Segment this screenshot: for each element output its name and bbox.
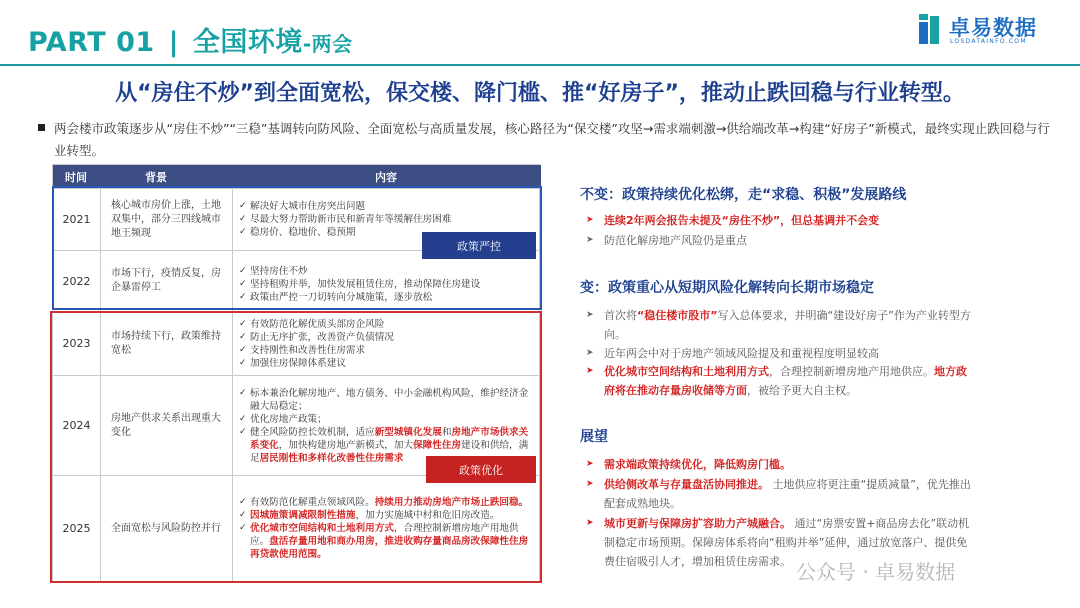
section-title: 全国环境: [192, 27, 303, 58]
row-year: 2022: [53, 251, 101, 311]
item-text: 首次将: [604, 309, 637, 322]
changed-heading: 变：政策重心从短期风险化解转向长期市场稳定: [580, 280, 874, 296]
unchanged-item: [586, 211, 976, 230]
content-item: ✓ 有效防范化解优质头部房企风险: [239, 318, 384, 331]
item-text: ，被给予更大自主权。: [747, 384, 857, 397]
watermark: 公众号 · 卓易数据: [796, 560, 956, 584]
row-year: 2021: [53, 189, 101, 250]
item-text: 和: [441, 426, 452, 438]
content-item: ✓ 坚持租购并举，加快发展租赁住房，推动保障住房建设: [239, 278, 480, 291]
title-separator: |: [168, 27, 179, 58]
content-item: ✓ 防止无序扩张，改善资产负债情况: [239, 331, 394, 344]
page-title: [28, 20, 353, 59]
logo-name: 卓易数据: [949, 16, 1037, 40]
item-text: 近年两会中对于房地产领域风险提及和重视程度明显较高: [604, 347, 879, 360]
item-highlight: 新型城镇化发展: [374, 426, 442, 438]
item-text: 防范化解房地产风险仍是重点: [604, 234, 747, 247]
item-highlight: 城市更新与保障房扩容助力产城融合。: [604, 517, 791, 530]
content-item: ✓ 稳房价、稳地价、稳预期: [239, 226, 356, 239]
item-highlight: 保障性住房: [413, 439, 462, 451]
square-bullet-icon: [38, 124, 45, 131]
logo-mark-icon: [917, 12, 943, 46]
row-background: 市场持续下行，政策维持宽松: [101, 312, 233, 375]
col-header-content: 内容: [375, 171, 397, 184]
header-divider: [0, 64, 1080, 66]
item-highlight: 因城施策调减限制性措施: [250, 510, 356, 521]
tag-policy-optimize: 政策优化: [426, 456, 536, 483]
item-text: 建设和供给，满足: [250, 439, 529, 464]
item-highlight: 优化城市空间结构和土地利用方式: [250, 523, 394, 534]
outlook-heading: 展望: [580, 429, 608, 445]
item-highlight: 需求端政策持续优化，降低购房门槛。: [604, 458, 791, 471]
item-text: 有效防范化解重点领域风险。: [250, 497, 375, 508]
item-text: 通过“房票安置+商品房去化”联动机制稳定市场预期。保障房体系将向“租购并举”延伸，通过放宽落户、提供免费住宿吸引人才，增加租赁住房需求。: [604, 517, 970, 568]
changed-item: [586, 306, 976, 344]
item-text: 写入总体要求，并明确“建设好房子”作为产业转型方向。: [604, 309, 971, 341]
row-year: 2025: [53, 476, 101, 581]
item-text: ，加快构建房地产新模式，加大: [278, 439, 414, 451]
relaxed-period-frame: [50, 311, 542, 583]
row-background: 核心城市房价上涨，土地双集中，部分三四线城市地王频现: [101, 189, 233, 250]
table-header: [53, 165, 541, 188]
part-label: PART 01: [28, 27, 155, 58]
col-header-background: 背景: [145, 171, 167, 184]
tag-policy-strict: 政策严控: [422, 232, 536, 259]
item-highlight: 地方政府将在推动存量房收储等方面: [604, 365, 967, 397]
brand-logo: [917, 10, 1057, 50]
changed-item: [586, 362, 976, 400]
heading-text: 发展路线: [850, 187, 907, 203]
unchanged-heading: [580, 184, 906, 204]
item-highlight: 连续2年两会报告未提及“房住不炒”，但总基调并不会变: [604, 214, 880, 227]
item-highlight: 持续用力推动房地产市场止跌回稳。: [374, 497, 529, 508]
row-year: 2023: [53, 312, 101, 375]
content-item: ✓ 政策由严控一刀切转向分城施策，逐步放松: [239, 291, 432, 304]
outlook-item: [586, 455, 976, 474]
item-highlight: 优化城市空间结构和土地利用方式: [604, 365, 769, 378]
content-item: ✓ 解决好大城市住房突出问题: [239, 200, 365, 213]
row-year: 2024: [53, 376, 101, 475]
item-highlight: 供给侧改革与存量盘活协同推进。: [604, 478, 769, 491]
item-text: 健全风险防控长效机制，适应: [250, 426, 375, 438]
item-highlight: 房地产市场供求关系变化: [250, 426, 529, 451]
item-text: 土地供应将更注重“提质减量”，优先推出配套成熟地块。: [604, 478, 971, 510]
content-item: ✓ 坚持房住不炒: [239, 265, 308, 278]
top-bar: [0, 0, 1080, 64]
row-background: 全面宽松与风险防控并行: [101, 476, 233, 581]
col-header-time: 时间: [65, 171, 87, 184]
section-subtitle: -两会: [302, 32, 353, 56]
item-highlight: 居民刚性和多样化改善性住房需求: [259, 452, 404, 464]
item-highlight: “稳住楼市股市”: [637, 309, 718, 322]
content-item: ✓ 支持刚性和改善性住房需求: [239, 344, 365, 357]
unchanged-item: [586, 231, 976, 250]
summary-paragraph: [38, 118, 1058, 162]
content-item: ✓ 尽最大努力帮助新市民和新青年等缓解住房困难: [239, 213, 451, 226]
content-item: ✓ 标本兼治化解房地产、地方债务、中小金融机构风险，维护经济金融大局稳定；: [239, 387, 535, 413]
item-highlight: 盘活存量用地和商办用房，推进收购存量商品房改保障性住房再贷款使用范围。: [250, 536, 529, 560]
headline: 从“房住不炒”到全面宽松，保交楼、降门槛、推“好房子”，推动止跌回稳与行业转型。: [115, 81, 965, 106]
item-text: ，合理控制新增房地产用地供应。: [250, 523, 519, 547]
outlook-item: [586, 475, 976, 513]
content-item: ✓ 加强住房保障体系建议: [239, 357, 346, 370]
summary-text: 两会楼市政策逐步从“房住不炒”“三稳”基调转向防风险、全面宽松与高质量发展，核心路径为“保交楼”攻坚→需求端刺激→供给端改革→构建“好房子”新模式，最终实现止跌回稳与行业转型。: [54, 121, 1050, 158]
row-background: 房地产供求关系出现重大变化: [101, 376, 233, 475]
item-text: ，加力实施城中村和危旧房改造。: [355, 510, 500, 521]
changed-item: [586, 344, 976, 363]
row-background: 市场下行，疫情反复，房企暴雷停工: [101, 251, 233, 311]
logo-tagline: LOSDATAINFO.COM: [950, 38, 1027, 45]
heading-quote: “求稳、积极”: [762, 187, 851, 203]
content-item: ✓ 优化房地产政策；: [239, 413, 327, 426]
heading-text: 不变：政策持续优化松绑，走: [580, 187, 762, 203]
item-text: ，合理控制新增房地产用地供应。: [769, 365, 934, 378]
